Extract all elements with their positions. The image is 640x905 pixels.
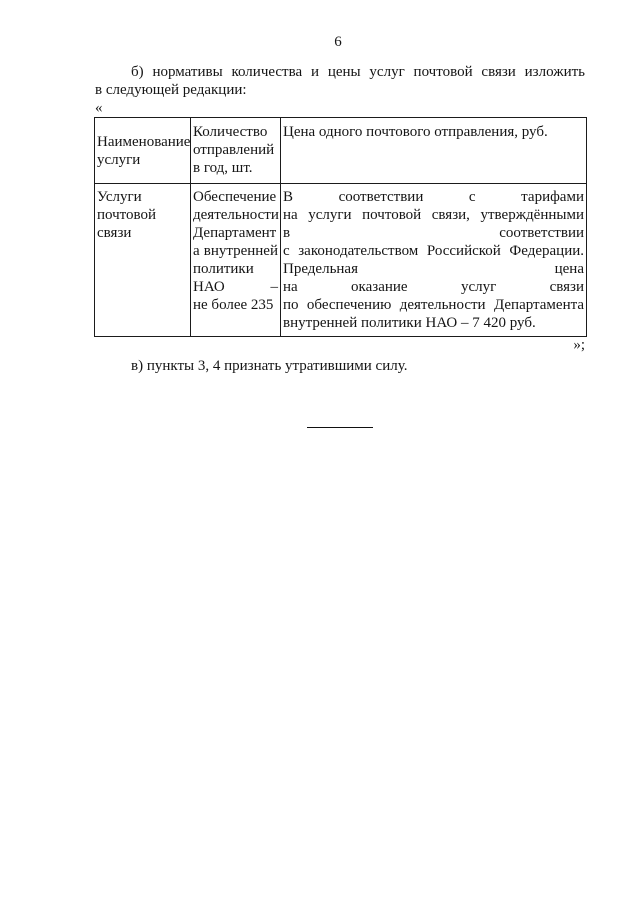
cell-line: почтовой [97, 207, 157, 223]
cell-line: Услуги [97, 189, 142, 205]
header-row [95, 118, 587, 184]
cell-line: с законодательством Российской Федерации. [283, 243, 584, 259]
cell-line: В соответствии с тарифами [283, 189, 584, 205]
cell-line: в соответствии [283, 225, 584, 241]
cell-line: деятельности [193, 207, 279, 223]
norms-table [94, 117, 587, 337]
cell-line: политики [193, 261, 254, 277]
cell-quantity [191, 184, 281, 337]
cell-line: Цена одного почтового отправления, руб. [283, 124, 548, 140]
intro-line: в следующей редакции: [95, 82, 247, 98]
cell-line: в год, шт. [193, 160, 253, 176]
cell-line: а внутренней [193, 243, 278, 259]
data-row [95, 184, 587, 337]
cell-line: связи [97, 225, 132, 241]
separator-line [307, 427, 373, 428]
cell-line: Количество [193, 124, 268, 140]
header-cell-price [281, 118, 587, 184]
page-number: 6 [334, 34, 342, 50]
intro-paragraph [95, 63, 585, 99]
open-quote: « [95, 100, 103, 116]
intro-line: б) нормативы количества и цены услуг почтовой связи изложить [131, 64, 585, 80]
cell-line: по обеспечению деятельности Департамента [283, 297, 584, 313]
header-cell-service [95, 118, 191, 184]
cell-line: Обеспечение [193, 189, 277, 205]
header-cell-quantity [191, 118, 281, 184]
cell-line: Департамент [193, 225, 277, 241]
cell-line: Наименование [97, 133, 191, 150]
cell-line: не более 235 [193, 297, 274, 313]
close-quote: »; [573, 337, 585, 353]
cell-line: отправлений [193, 142, 275, 158]
cell-service [95, 184, 191, 337]
cell-line: на оказание услуг связи [283, 279, 584, 295]
cell-line: НАО – [193, 279, 278, 295]
item-v-paragraph: в) пункты 3, 4 признать утратившими силу. [131, 358, 408, 374]
cell-line: Предельная цена [283, 261, 584, 277]
cell-line: услуги [97, 151, 141, 168]
cell-line: на услуги почтовой связи, утверждёнными [283, 207, 584, 223]
cell-price [281, 184, 587, 337]
cell-line: внутренней политики НАО – 7 420 руб. [283, 315, 536, 331]
